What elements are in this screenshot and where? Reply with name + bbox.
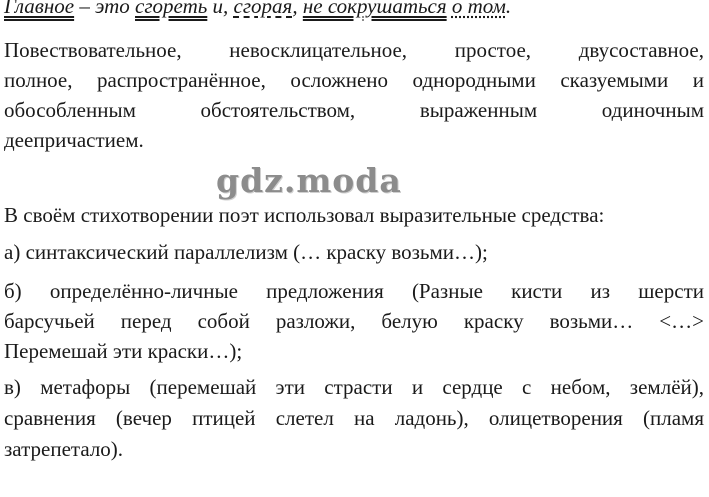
adverbial-participle: сгорая bbox=[233, 0, 293, 18]
predicate-word-2: не сокрушаться bbox=[302, 0, 447, 18]
conjunction-text: и, bbox=[207, 0, 234, 18]
means-item-c-line-2: сравнения (вечер птицей слетел на ладонь), олицетворения (пламя bbox=[4, 406, 704, 430]
means-item-b-line-1: б) определённо-личные предложения (Разные кисти из шерсти bbox=[4, 279, 704, 303]
subject-word: Главное bbox=[4, 0, 75, 18]
sentence-parse-line bbox=[4, 0, 704, 18]
predicate-word-1: сгореть bbox=[135, 0, 208, 18]
comma-text: , bbox=[292, 0, 303, 18]
analysis-line-4: деепричастием. bbox=[4, 128, 144, 152]
means-item-b-line-3: Перемешай эти краски…); bbox=[4, 339, 243, 363]
watermark-logo: gdz.moda bbox=[216, 161, 402, 200]
means-item-b-line-2: барсучьей перед собой разложи, белую краску возьми… <…> bbox=[4, 309, 704, 333]
means-intro: В своём стихотворении поэт использовал выразительные средства: bbox=[4, 203, 605, 227]
dash-text: – это bbox=[74, 0, 136, 18]
period-text: . bbox=[505, 0, 512, 18]
means-item-c-line-3: затрепетало). bbox=[4, 437, 124, 461]
means-item-a: а) синтаксический параллелизм (… краску возьми…); bbox=[4, 240, 488, 264]
analysis-line-1: Повествовательное, невосклицательное, простое, двусоставное, bbox=[4, 38, 704, 62]
means-item-c-line-1: в) метафоры (перемешай эти страсти и сердце с небом, землёй), bbox=[4, 375, 704, 399]
analysis-line-2: полное, распространённое, осложнено однородными сказуемыми и bbox=[4, 68, 704, 92]
document-page bbox=[4, 0, 704, 497]
analysis-line-3: обособленным обстоятельством, выраженным одиночным bbox=[4, 98, 704, 122]
object-word: о том bbox=[451, 0, 506, 18]
